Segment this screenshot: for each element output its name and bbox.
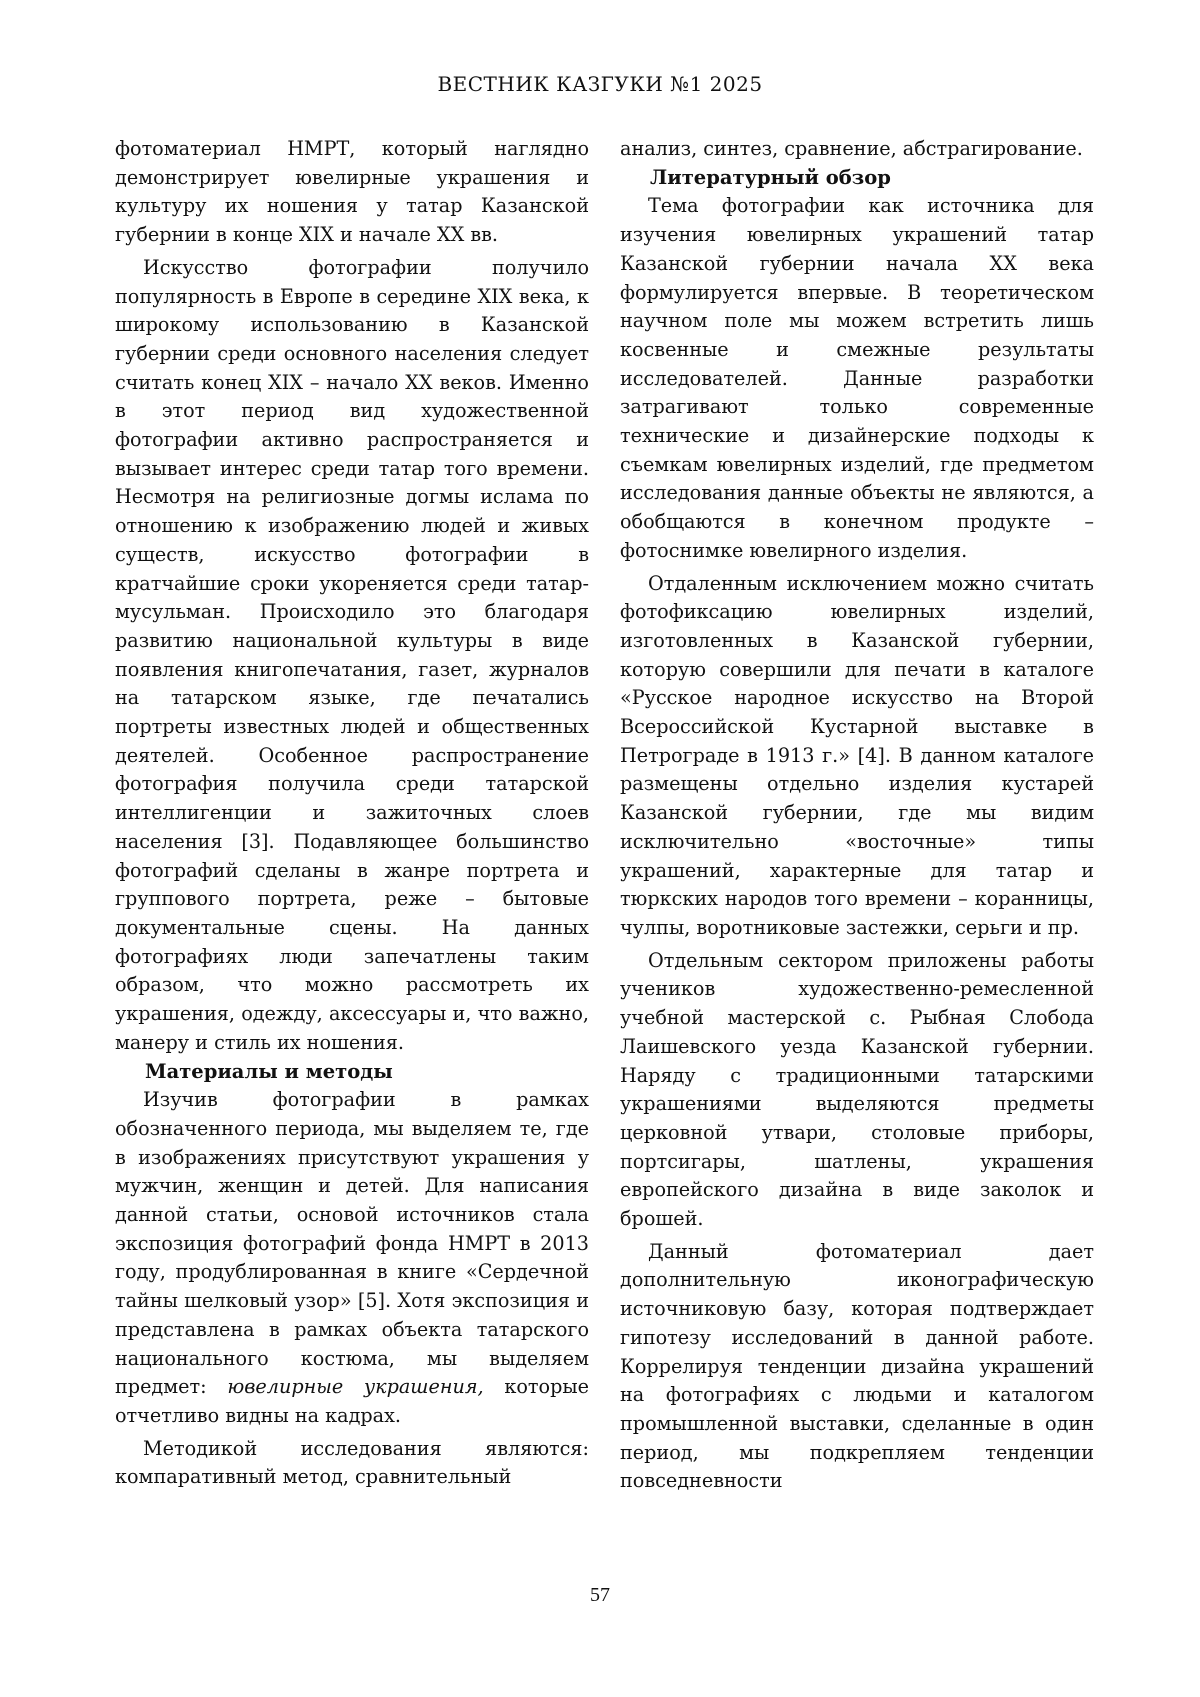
- page-number: 57: [590, 1584, 610, 1606]
- paragraph-continuation: фотоматериал НМРТ, который наглядно демонстрирует ювелирные украшения и культуру их ношения у татар Казанской губернии в конце XIX и начале XX вв.: [115, 137, 589, 247]
- paragraph-photography-history: Искусство фотографии получило популярность в Европе в середине XIX века, к широкому использованию в Казанской губернии среди основного населения следует считать конец XIX – начало XX веков. Именно в этот период вид художественной фотографии активно распространяется и вызывает интерес среди татар того времени. Несмотря на религиозные догмы ислама по отношению к изображению людей и живых существ, искусство фотографии в кратчайшие сроки укореняется среди татар-мусульман. Происходило это благодаря развитию национальной культуры в виде появления книгопечатания, газет, журналов на татарском языке, где печатались портреты известных людей и общественных деятелей. Особенное распространение фотография получила среди татарской интеллигенции и зажиточных слоев населения [3]. Подавляющее большинство фотографий сделаны в жанре портрета и группового портрета, реже – бытовые документальные сцены. На данных фотографиях люди запечатлены таким образом, что можно рассмотреть их украшения, одежду, аксессуары и, что важно, манеру и стиль их ношения.: [115, 255, 589, 1054]
- right-column: [620, 135, 1094, 1496]
- section-heading-methods: Материалы и методы: [145, 1059, 393, 1083]
- paragraph-workshop-sector: Отдельным сектором приложены работы учеников художественно-ремесленной учебной мастерской с. Рыбная Слобода Лаишевского уезда Казанской губернии. Наряду с традиционными татарскими украшениями выделяются предметы церковной утвари, столовые приборы, портсигары, шатлены, украшения европейского дизайна в виде заколок и брошей.: [620, 948, 1094, 1231]
- methods-text-start: Изучив фотографии в рамках обозначенного периода, мы выделяем те, где в изображениях присутствуют украшения у мужчин, женщин и детей. Для написания данной статьи, основой источников стала экспозиция фотографий фонда НМРТ в 2013 году, продублированная в книге «Сердечной тайны шелковый узор» [5]. Хотя экспозиция и представлена в рамках объекта татарского национального костюма, мы выделяем предмет:: [115, 1088, 589, 1399]
- section-heading-literature-review: Литературный обзор: [650, 165, 891, 189]
- paragraph-research-methodology: Методикой исследования являются: компаративный метод, сравнительный: [115, 1436, 589, 1489]
- paragraph-methods-continuation: анализ, синтез, сравнение, абстрагирование.: [620, 137, 1083, 160]
- paragraph-photo-material: Данный фотоматериал дает дополнительную иконографическую источниковую базу, которая подтверждает гипотезу исследований в данной работе. Коррелируя тенденции дизайна украшений на фотографиях с людьми и каталогом промышленной выставки, сделанные в один период, мы подкрепляем тенденции повседневности: [620, 1239, 1094, 1493]
- running-title: ВЕСТНИК КАЗГУКИ №1 2025: [437, 72, 763, 96]
- left-column: [115, 135, 589, 1492]
- methods-text-end: которые отчетливо видны на кадрах.: [115, 1375, 589, 1427]
- paragraph-catalog-exception: Отдаленным исключением можно считать фотофиксацию ювелирных изделий, изготовленных в Казанской губернии, которую совершили для печати в каталоге «Русское народное искусство на Второй Всероссийской Кустарной выставке в Петрограде в 1913 г.» [4]. В данном каталоге размещены отдельно изделия кустарей Казанской губернии, где мы видим исключительно «восточные» типы украшений, характерные для татар и тюркских народов того времени – коранницы, чулпы, воротниковые застежки, серьги и пр.: [620, 571, 1094, 939]
- paragraph-methods: [115, 1086, 589, 1430]
- methods-italic-term: ювелирные украшения,: [227, 1375, 484, 1399]
- paragraph-topic-novelty: Тема фотографии как источника для изучения ювелирных украшений татар Казанской губернии начала XX века формулируется впервые. В теоретическом научном поле мы можем встретить лишь косвенные и смежные результаты исследователей. Данные разработки затрагивают только современные технические и дизайнерские подходы к съемкам ювелирных изделий, где предметом исследования данные объекты не являются, а обобщаются в конечном продукте – фотоснимке ювелирного изделия.: [620, 194, 1094, 562]
